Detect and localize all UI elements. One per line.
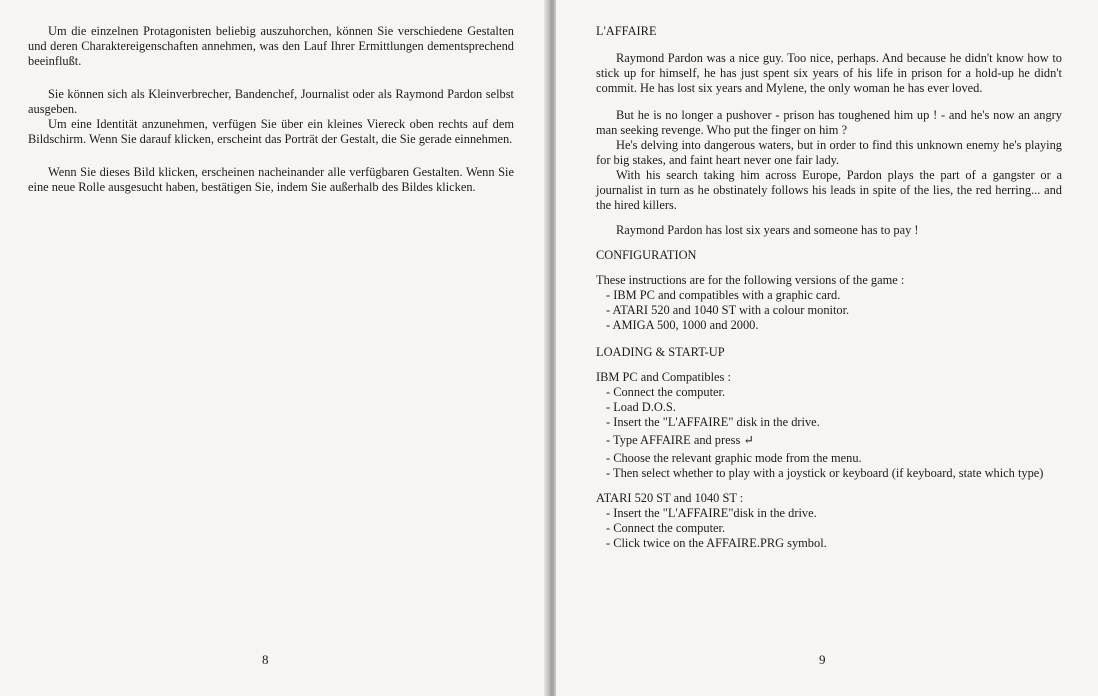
atari-heading: ATARI 520 ST and 1040 ST : — [596, 491, 744, 505]
list-item: - Insert the "L'AFFAIRE" disk in the drive. — [606, 415, 820, 429]
paragraph-characters: Wenn Sie dieses Bild klicken, erscheinen nacheinander alle verfügbaren Gestalten. Wenn Sie eine neue Rolle ausgesucht haben, bestätigen Sie, indem Sie außerhalb des Bildes klicken. — [28, 165, 514, 194]
list-item: - Load D.O.S. — [606, 400, 676, 414]
list-item: - Click twice on the AFFAIRE.PRG symbol. — [606, 536, 827, 550]
configuration-list — [596, 288, 1062, 333]
story-paragraph-2: But he is no longer a pushover - prison has toughened him up ! - and he's now an angry man seeking revenge. Who put the finger on him ? — [596, 108, 1062, 137]
configuration-heading: CONFIGURATION — [596, 248, 697, 262]
list-item: - IBM PC and compatibles with a graphic card. — [606, 288, 841, 302]
page-number-right: 9 — [819, 652, 826, 667]
list-item: - ATARI 520 and 1040 ST with a colour monitor. — [606, 303, 850, 317]
list-item: - Connect the computer. — [606, 521, 726, 535]
ibm-list — [596, 385, 1062, 481]
list-item: - Type AFFAIRE and press ↵ — [606, 433, 754, 447]
loading-heading: LOADING & START-UP — [596, 345, 725, 359]
list-item: - Then select whether to play with a joystick or keyboard (if keyboard, state which type) — [606, 466, 1044, 480]
page-number-left: 8 — [262, 652, 269, 667]
paragraph-identity: Um eine Identität anzunehmen, verfügen Sie über ein kleines Viereck oben rechts auf dem Bildschirm. Wenn Sie darauf klicken, erscheint das Porträt der Gestalt, die Sie gerade einnehmen. — [28, 117, 514, 146]
section-title: L'AFFAIRE — [596, 24, 657, 38]
story-paragraph-5: Raymond Pardon has lost six years and someone has to pay ! — [616, 223, 919, 237]
paragraph-roles: Sie können sich als Kleinverbrecher, Bandenchef, Journalist oder als Raymond Pardon selbst ausgeben. — [28, 87, 514, 116]
story-paragraph-3: He's delving into dangerous waters, but in order to find this unknown enemy he's playing for big stakes, and faint heart never one fair lady. — [596, 138, 1062, 167]
paragraph-protagonists: Um die einzelnen Protagonisten beliebig auszuhorchen, können Sie verschiedene Gestalten und deren Charaktereigenschaften annehmen, was den Lauf Ihrer Ermittlungen dementsprechend beeinflußt. — [28, 24, 514, 68]
list-item: - Connect the computer. — [606, 385, 726, 399]
left-page — [0, 0, 548, 696]
right-page-text — [596, 24, 1062, 551]
story-paragraph-4: With his search taking him across Europe, Pardon plays the part of a gangster or a journalist in turn as he obstinately follows his leads in spite of the lies, the red herring... and the hired killers. — [596, 168, 1062, 212]
left-page-text — [28, 24, 514, 195]
atari-list — [596, 506, 1062, 551]
list-item: - Choose the relevant graphic mode from the menu. — [606, 451, 862, 465]
list-item: - Insert the "L'AFFAIRE"disk in the drive. — [606, 506, 817, 520]
configuration-intro: These instructions are for the following versions of the game : — [596, 273, 905, 287]
right-page — [556, 0, 1098, 696]
list-item: - AMIGA 500, 1000 and 2000. — [606, 318, 759, 332]
story-paragraph-1: Raymond Pardon was a nice guy. Too nice, perhaps. And because he didn't know how to stick up for himself, he has just spent six years of his life in prison for a hold-up he didn't commit. He has lost six years and Mylene, the only woman he has ever loved. — [596, 51, 1062, 95]
ibm-heading: IBM PC and Compatibles : — [596, 370, 731, 384]
